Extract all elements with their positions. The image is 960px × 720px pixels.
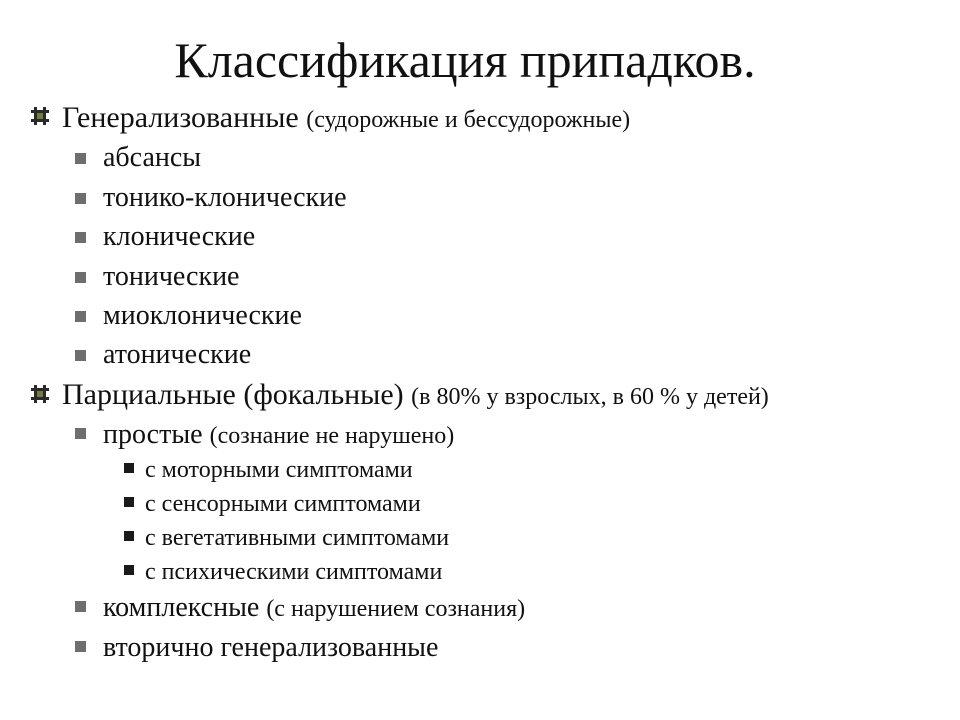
list-item-note: (с нарушением сознания) xyxy=(266,596,526,622)
list-item: клонические xyxy=(103,221,256,252)
square-bullet-icon xyxy=(75,193,86,204)
list-item: миоклонические xyxy=(103,300,302,331)
hash-bullet-icon xyxy=(30,384,50,404)
small-square-bullet-icon xyxy=(124,531,134,541)
list-item: абсансы xyxy=(103,142,202,173)
list-item: вторично генерализованные xyxy=(103,632,439,663)
square-bullet-icon xyxy=(75,350,86,361)
square-bullet-icon xyxy=(75,601,86,612)
section-note: (судорожные и бессудорожные) xyxy=(306,107,631,133)
list-item: тонические xyxy=(103,261,240,292)
section-note: (в 80% у взрослых, в 60 % у детей) xyxy=(411,384,769,410)
section-label: Парциальные (фокальные) xyxy=(62,378,404,411)
list-item: атонические xyxy=(103,339,252,370)
section-generalized xyxy=(62,100,630,138)
small-square-bullet-icon xyxy=(124,565,134,575)
square-bullet-icon xyxy=(75,311,86,322)
list-item-label: комплексные xyxy=(103,592,260,623)
hash-bullet-icon xyxy=(30,106,50,126)
list-item xyxy=(103,591,525,626)
list-item-note: (сознание не нарушено) xyxy=(209,423,455,449)
square-bullet-icon xyxy=(75,272,86,283)
sub-list-item: с моторными симптомами xyxy=(145,457,413,483)
section-label: Генерализованные xyxy=(62,101,299,134)
square-bullet-icon xyxy=(75,428,86,439)
square-bullet-icon xyxy=(75,232,86,243)
sub-list-item: с психическими симптомами xyxy=(145,559,443,585)
small-square-bullet-icon xyxy=(124,463,134,473)
small-square-bullet-icon xyxy=(124,497,134,507)
sub-list-item: с вегетативными симптомами xyxy=(145,525,450,551)
square-bullet-icon xyxy=(75,641,86,652)
square-bullet-icon xyxy=(75,153,86,164)
list-item: тонико-клонические xyxy=(103,182,347,213)
list-item-label: простые xyxy=(103,419,203,450)
list-item xyxy=(103,418,454,453)
section-partial xyxy=(62,377,769,415)
sub-list-item: с сенсорными симптомами xyxy=(145,491,421,517)
slide-title: Классификация припадков. xyxy=(174,32,756,88)
